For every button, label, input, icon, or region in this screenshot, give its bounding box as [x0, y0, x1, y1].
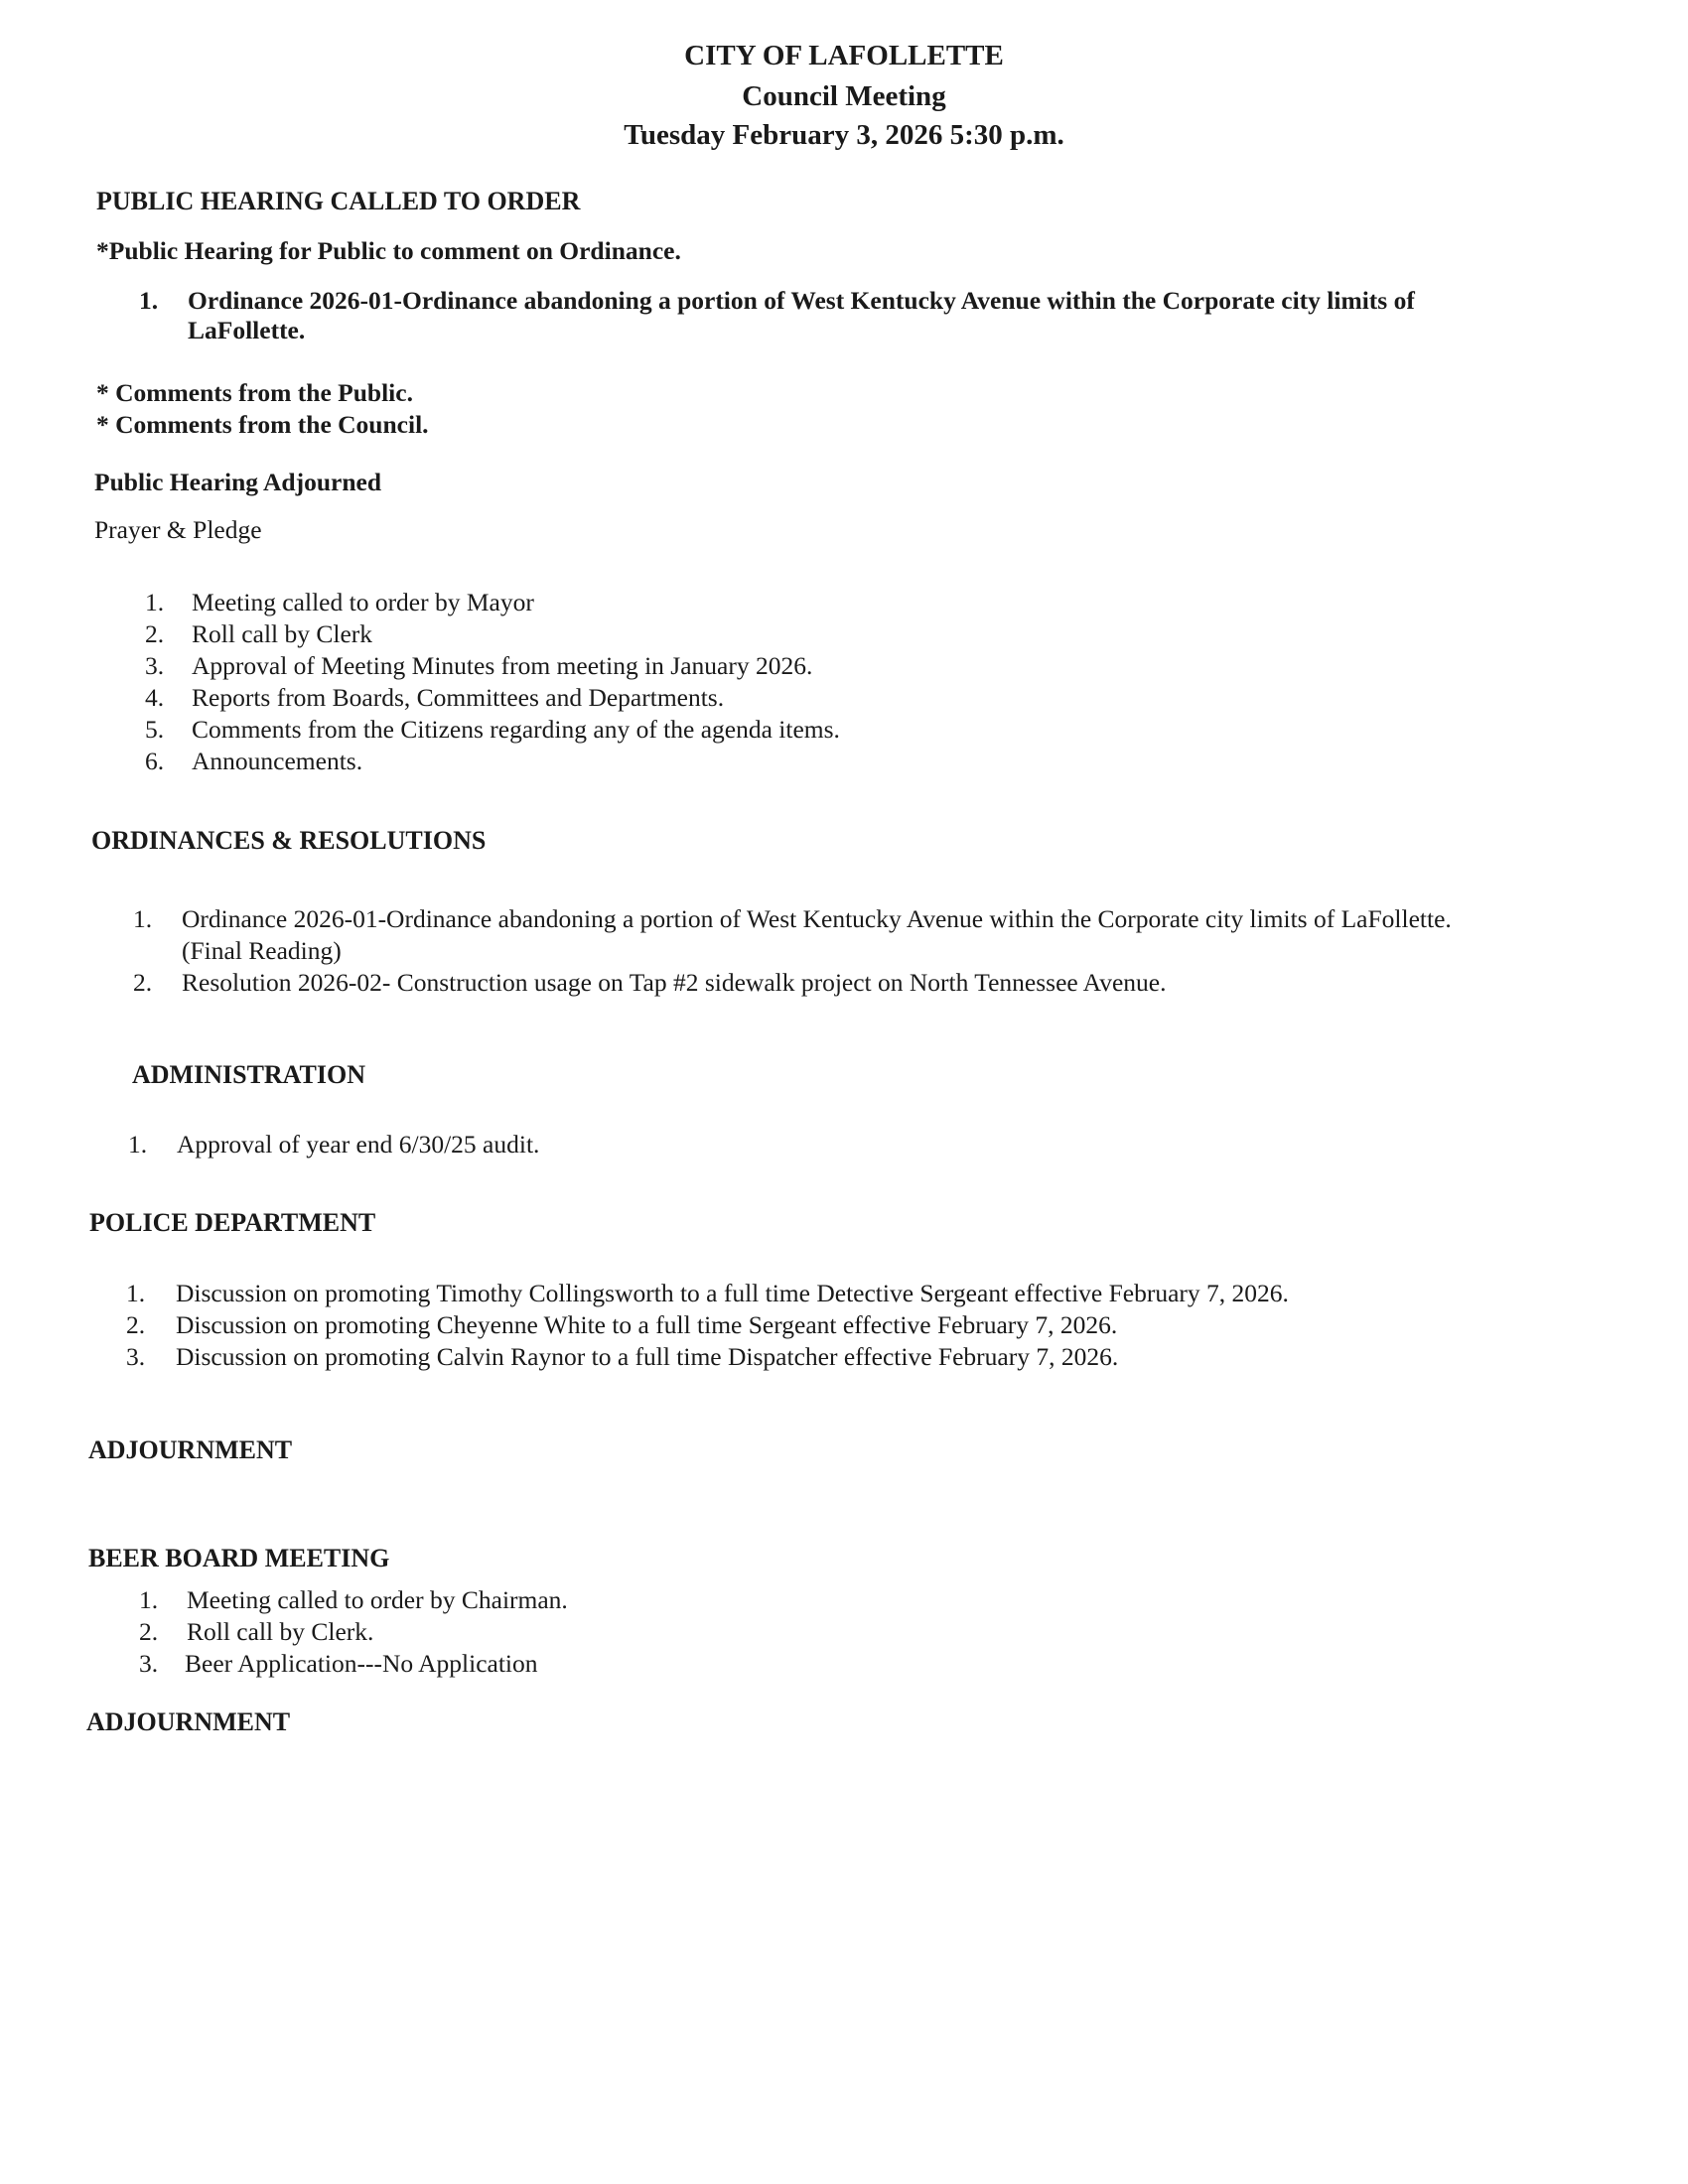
public-hearing-item-text-cont: LaFollette. [188, 316, 306, 344]
beer-board-item: Roll call by Clerk. [187, 1617, 374, 1646]
police-item: Discussion on promoting Cheyenne White to a full time Sergeant effective February 7, 2026. [176, 1310, 1118, 1339]
list-item-number: 5. [145, 715, 165, 744]
list-item: Roll call by Clerk [192, 619, 373, 648]
list-item-number: 6. [145, 747, 165, 775]
list-item: Reports from Boards, Committees and Departments. [192, 683, 725, 712]
ordinances-title: ORDINANCES & RESOLUTIONS [91, 826, 487, 855]
ordinance-item-number: 1. [133, 904, 153, 933]
list-item-number: 1. [145, 588, 165, 616]
final-adjournment-heading: ADJOURNMENT [86, 1707, 291, 1736]
meeting-title: Council Meeting [742, 80, 946, 112]
police-item: Discussion on promoting Timothy Collingsworth to a full time Detective Sergeant effective February 7, 2026. [176, 1279, 1289, 1307]
public-hearing-item-number: 1. [139, 286, 159, 315]
beer-board-item: Beer Application---No Application [185, 1649, 538, 1678]
adjournment-heading: ADJOURNMENT [88, 1435, 293, 1464]
list-item: Meeting called to order by Mayor [192, 588, 534, 616]
list-item: Approval of Meeting Minutes from meeting in January 2026. [192, 651, 813, 680]
ordinance-item: Ordinance 2026-01-Ordinance abandoning a portion of West Kentucky Avenue within the Corporate city limits of LaFollette. [182, 904, 1452, 933]
police-title: POLICE DEPARTMENT [89, 1208, 376, 1237]
beer-board-title: BEER BOARD MEETING [88, 1544, 390, 1572]
prayer-pledge: Prayer & Pledge [94, 515, 262, 544]
police-item-number: 1. [126, 1279, 146, 1307]
beer-board-item-number: 2. [139, 1617, 159, 1646]
public-hearing-intro: *Public Hearing for Public to comment on Ordinance. [96, 236, 681, 265]
resolution-item: Resolution 2026-02- Construction usage on Tap #2 sidewalk project on North Tennessee Avenue. [182, 968, 1167, 997]
beer-board-item-number: 1. [139, 1585, 159, 1614]
police-item-number: 2. [126, 1310, 146, 1339]
beer-board-item: Meeting called to order by Chairman. [187, 1585, 568, 1614]
administration-item-number: 1. [128, 1130, 148, 1159]
list-item: Comments from the Citizens regarding any of the agenda items. [192, 715, 840, 744]
list-item-number: 4. [145, 683, 165, 712]
city-title: CITY OF LAFOLLETTE [684, 40, 1004, 71]
administration-item: Approval of year end 6/30/25 audit. [177, 1130, 540, 1159]
police-item: Discussion on promoting Calvin Raynor to a full time Dispatcher effective February 7, 2026. [176, 1342, 1119, 1371]
list-item-number: 3. [145, 651, 165, 680]
comments-public: * Comments from the Public. [96, 378, 413, 407]
public-hearing-item-text: Ordinance 2026-01-Ordinance abandoning a portion of West Kentucky Avenue within the Corporate city limits of [188, 286, 1415, 315]
meeting-date: Tuesday February 3, 2026 5:30 p.m. [624, 119, 1064, 151]
comments-council: * Comments from the Council. [96, 410, 429, 439]
public-hearing-title: PUBLIC HEARING CALLED TO ORDER [96, 187, 581, 215]
list-item-number: 2. [145, 619, 165, 648]
beer-board-item-number: 3. [139, 1649, 159, 1678]
police-item-number: 3. [126, 1342, 146, 1371]
administration-title: ADMINISTRATION [132, 1060, 365, 1089]
ordinance-item-cont: (Final Reading) [182, 936, 342, 965]
list-item: Announcements. [192, 747, 363, 775]
resolution-item-number: 2. [133, 968, 153, 997]
public-hearing-adjourned: Public Hearing Adjourned [94, 468, 382, 496]
